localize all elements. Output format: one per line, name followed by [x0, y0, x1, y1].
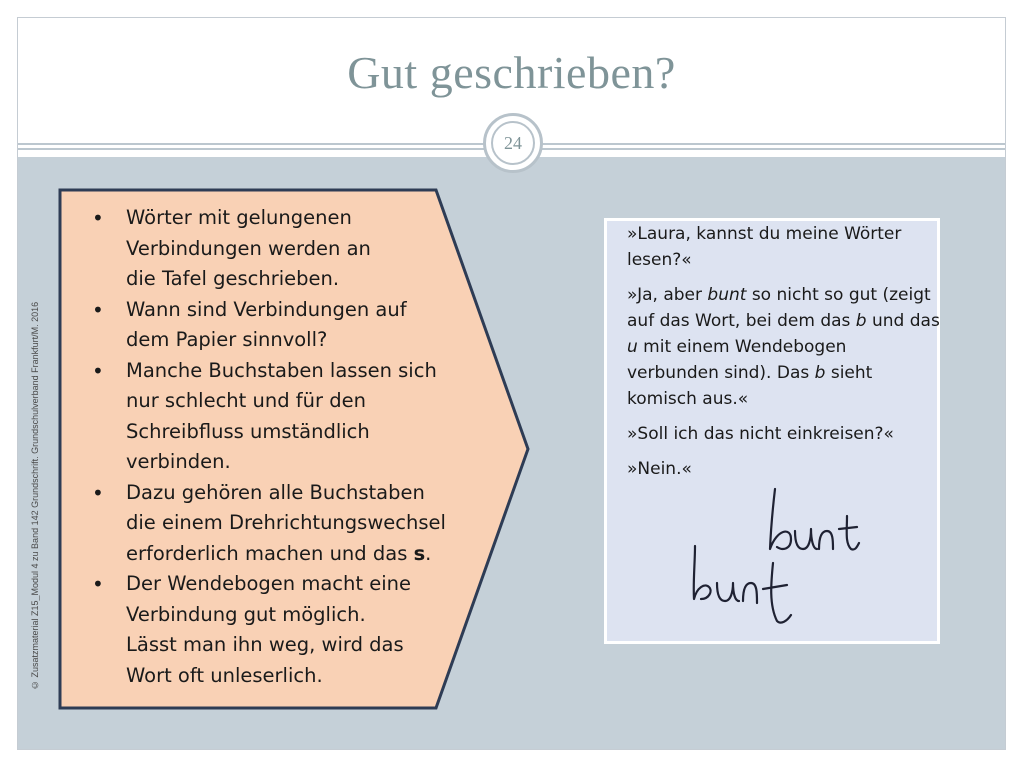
- bullet-line: dem Papier sinnvoll?: [126, 328, 328, 351]
- bullet-item: [88, 203, 478, 295]
- italic-letter: u: [627, 337, 638, 357]
- page-number-badge: [483, 113, 543, 173]
- italic-word: bunt: [707, 285, 747, 305]
- bullet-text: erforderlich machen und das: [126, 541, 414, 565]
- bullet-text: .: [425, 541, 432, 565]
- dialogue-text-part: sieht komisch aus.«: [627, 363, 873, 409]
- bullet-item: [88, 569, 478, 691]
- handwriting-sample-image: [687, 471, 907, 636]
- bold-letter-s: s: [413, 541, 426, 565]
- slide-title: Gut geschrieben?: [347, 47, 676, 98]
- bullet-line: Verbindungen werden an: [126, 236, 371, 260]
- bullet-line: Schreibfluss umständlich: [126, 419, 370, 443]
- dialogue-box: [604, 218, 940, 644]
- dialogue-line: »Nein.«: [627, 459, 692, 479]
- bullet-line: verbinden.: [126, 450, 231, 473]
- bullet-item: [88, 478, 478, 570]
- italic-letter: b: [814, 363, 826, 383]
- divider-line-right: [542, 143, 1005, 157]
- bullet-line: die Tafel geschrieben.: [126, 267, 340, 290]
- handwritten-word-lower: [694, 546, 791, 623]
- bullet-line: Wann sind Verbindungen auf: [126, 297, 407, 321]
- dialogue-line: »Soll ich das nicht einkreisen?«: [627, 424, 894, 444]
- bullet-line: nur schlecht und für den: [126, 389, 366, 412]
- bullet-line: Wörter mit gelungenen: [126, 206, 352, 229]
- dialogue-text-part: und das: [866, 311, 940, 331]
- dialogue-text-part: mit einem Wendebogen verbunden sind). Das: [627, 337, 847, 383]
- bullet-line: Dazu gehören alle Buchstaben: [126, 480, 425, 504]
- dialogue-line: [627, 282, 943, 412]
- bullet-line: Der Wendebogen macht eine: [126, 572, 411, 595]
- page-number: 24: [491, 121, 535, 165]
- italic-letter: b: [855, 311, 867, 331]
- handwritten-word-upper: [770, 489, 859, 550]
- dialogue-text-part: so nicht so gut (zeigt auf das Wort, bei dem das: [627, 285, 931, 331]
- copyright-note: © Zusatzmaterial Z15_Modul 4 zu Band 142 Grundschrift. Grundschulverband Frankfurt/M. 2016: [30, 301, 40, 690]
- dialogue-text: [627, 221, 943, 491]
- bullet-item: [88, 356, 478, 478]
- bullet-line: Wort oft unleserlich.: [126, 663, 323, 687]
- dialogue-line: »Laura, kannst du meine Wörter lesen?«: [627, 224, 902, 270]
- dialogue-text-part: »Ja, aber: [627, 285, 708, 305]
- bullet-item: [88, 295, 478, 356]
- divider-line-left: [18, 143, 484, 157]
- bullet-line: die einem Drehrichtungswechsel: [126, 511, 446, 534]
- bullet-line: Lässt man ihn weg, wird das: [126, 633, 404, 656]
- bullet-line: Verbindung gut möglich.: [126, 602, 366, 626]
- bullet-line: Manche Buchstaben lassen sich: [126, 358, 437, 382]
- bullet-line: [126, 542, 431, 565]
- bullet-list: [88, 203, 478, 691]
